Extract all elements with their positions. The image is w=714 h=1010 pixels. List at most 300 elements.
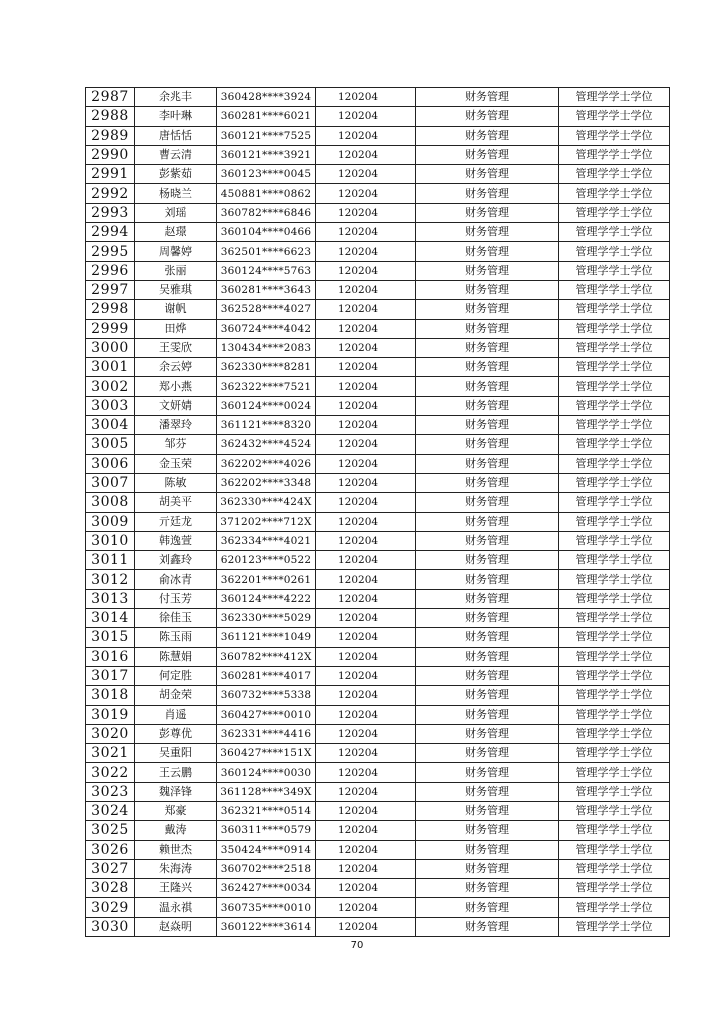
student-name-cell: 余云婷: [135, 358, 217, 377]
id-number-cell: 362331****4416: [217, 724, 316, 743]
major-name-cell: 财务管理: [416, 859, 559, 878]
id-number-cell: 360702****2518: [217, 859, 316, 878]
id-number-cell: 371202****712X: [217, 512, 316, 531]
major-code-cell: 120204: [316, 396, 416, 415]
row-number-cell: 3019: [86, 705, 135, 724]
major-name-cell: 财务管理: [416, 801, 559, 820]
student-name-cell: 金玉荣: [135, 454, 217, 473]
degree-cell: 管理学学士学位: [559, 338, 670, 357]
degree-cell: 管理学学士学位: [559, 184, 670, 203]
id-number-cell: 362334****4021: [217, 531, 316, 550]
row-number-cell: 3013: [86, 589, 135, 608]
degree-cell: 管理学学士学位: [559, 686, 670, 705]
major-name-cell: 财务管理: [416, 551, 559, 570]
table-row: [86, 686, 670, 705]
student-name-cell: 田烨: [135, 319, 217, 338]
id-number-cell: 360427****0010: [217, 705, 316, 724]
student-name-cell: 邹芬: [135, 435, 217, 454]
student-name-cell: 彭紫茹: [135, 165, 217, 184]
student-name-cell: 王隆兴: [135, 879, 217, 898]
table-row: [86, 377, 670, 396]
major-name-cell: 财务管理: [416, 898, 559, 917]
student-name-cell: 吴重阳: [135, 744, 217, 763]
major-name-cell: 财务管理: [416, 396, 559, 415]
major-name-cell: 财务管理: [416, 280, 559, 299]
major-code-cell: 120204: [316, 879, 416, 898]
major-name-cell: 财务管理: [416, 242, 559, 261]
degree-cell: 管理学学士学位: [559, 107, 670, 126]
id-number-cell: 361128****349X: [217, 782, 316, 801]
degree-cell: 管理学学士学位: [559, 145, 670, 164]
id-number-cell: 362330****424X: [217, 493, 316, 512]
major-code-cell: 120204: [316, 473, 416, 492]
degree-cell: 管理学学士学位: [559, 280, 670, 299]
major-code-cell: 120204: [316, 184, 416, 203]
roster-table-body: [86, 88, 670, 937]
table-row: [86, 531, 670, 550]
major-name-cell: 财务管理: [416, 512, 559, 531]
student-name-cell: 陈慧娟: [135, 647, 217, 666]
student-name-cell: 付玉芳: [135, 589, 217, 608]
table-row: [86, 647, 670, 666]
student-name-cell: 彭尊优: [135, 724, 217, 743]
row-number-cell: 3010: [86, 531, 135, 550]
row-number-cell: 3016: [86, 647, 135, 666]
row-number-cell: 3000: [86, 338, 135, 357]
id-number-cell: 361121****8320: [217, 416, 316, 435]
student-name-cell: 王雯欣: [135, 338, 217, 357]
degree-cell: 管理学学士学位: [559, 589, 670, 608]
student-name-cell: 郑小燕: [135, 377, 217, 396]
major-code-cell: 120204: [316, 203, 416, 222]
major-name-cell: 财务管理: [416, 416, 559, 435]
table-row: [86, 917, 670, 936]
degree-cell: 管理学学士学位: [559, 223, 670, 242]
major-code-cell: 120204: [316, 763, 416, 782]
major-name-cell: 财务管理: [416, 358, 559, 377]
major-code-cell: 120204: [316, 261, 416, 280]
table-row: [86, 763, 670, 782]
row-number-cell: 3002: [86, 377, 135, 396]
major-name-cell: 财务管理: [416, 705, 559, 724]
table-row: [86, 184, 670, 203]
major-code-cell: 120204: [316, 666, 416, 685]
row-number-cell: 3022: [86, 763, 135, 782]
major-name-cell: 财务管理: [416, 840, 559, 859]
table-row: [86, 203, 670, 222]
degree-cell: 管理学学士学位: [559, 531, 670, 550]
degree-cell: 管理学学士学位: [559, 512, 670, 531]
row-number-cell: 2989: [86, 126, 135, 145]
row-number-cell: 3024: [86, 801, 135, 820]
major-name-cell: 财务管理: [416, 473, 559, 492]
id-number-cell: 360782****412X: [217, 647, 316, 666]
major-name-cell: 财务管理: [416, 917, 559, 936]
table-row: [86, 473, 670, 492]
table-row: [86, 88, 670, 107]
degree-cell: 管理学学士学位: [559, 859, 670, 878]
row-number-cell: 3017: [86, 666, 135, 685]
major-code-cell: 120204: [316, 551, 416, 570]
major-code-cell: 120204: [316, 821, 416, 840]
row-number-cell: 3014: [86, 609, 135, 628]
degree-cell: 管理学学士学位: [559, 261, 670, 280]
table-row: [86, 242, 670, 261]
major-code-cell: 120204: [316, 531, 416, 550]
id-number-cell: 360123****0045: [217, 165, 316, 184]
major-name-cell: 财务管理: [416, 203, 559, 222]
row-number-cell: 3018: [86, 686, 135, 705]
degree-cell: 管理学学士学位: [559, 570, 670, 589]
degree-cell: 管理学学士学位: [559, 454, 670, 473]
major-name-cell: 财务管理: [416, 126, 559, 145]
id-number-cell: 362202****4026: [217, 454, 316, 473]
id-number-cell: 360124****0030: [217, 763, 316, 782]
student-name-cell: 朱海涛: [135, 859, 217, 878]
row-number-cell: 3008: [86, 493, 135, 512]
id-number-cell: 362322****7521: [217, 377, 316, 396]
major-name-cell: 财务管理: [416, 223, 559, 242]
degree-cell: 管理学学士学位: [559, 242, 670, 261]
degree-cell: 管理学学士学位: [559, 801, 670, 820]
id-number-cell: 360122****3614: [217, 917, 316, 936]
student-name-cell: 文妍婧: [135, 396, 217, 415]
degree-cell: 管理学学士学位: [559, 782, 670, 801]
id-number-cell: 360281****3643: [217, 280, 316, 299]
student-name-cell: 赵焱明: [135, 917, 217, 936]
row-number-cell: 3030: [86, 917, 135, 936]
row-number-cell: 3012: [86, 570, 135, 589]
row-number-cell: 3025: [86, 821, 135, 840]
major-name-cell: 财务管理: [416, 821, 559, 840]
degree-cell: 管理学学士学位: [559, 165, 670, 184]
degree-cell: 管理学学士学位: [559, 879, 670, 898]
major-name-cell: 财务管理: [416, 686, 559, 705]
table-row: [86, 512, 670, 531]
major-name-cell: 财务管理: [416, 88, 559, 107]
major-code-cell: 120204: [316, 589, 416, 608]
degree-cell: 管理学学士学位: [559, 551, 670, 570]
major-code-cell: 120204: [316, 416, 416, 435]
degree-cell: 管理学学士学位: [559, 88, 670, 107]
id-number-cell: 130434****2083: [217, 338, 316, 357]
table-row: [86, 338, 670, 357]
id-number-cell: 362501****6623: [217, 242, 316, 261]
student-name-cell: 唐恬恬: [135, 126, 217, 145]
major-code-cell: 120204: [316, 647, 416, 666]
major-code-cell: 120204: [316, 570, 416, 589]
major-name-cell: 财务管理: [416, 763, 559, 782]
major-code-cell: 120204: [316, 319, 416, 338]
student-name-cell: 刘鑫玲: [135, 551, 217, 570]
degree-roster-table: [85, 87, 670, 937]
major-name-cell: 财务管理: [416, 628, 559, 647]
id-number-cell: 360124****4222: [217, 589, 316, 608]
major-code-cell: 120204: [316, 300, 416, 319]
major-code-cell: 120204: [316, 840, 416, 859]
student-name-cell: 韩逸萱: [135, 531, 217, 550]
major-code-cell: 120204: [316, 107, 416, 126]
row-number-cell: 3007: [86, 473, 135, 492]
table-row: [86, 744, 670, 763]
row-number-cell: 2999: [86, 319, 135, 338]
degree-cell: 管理学学士学位: [559, 628, 670, 647]
student-name-cell: 谢帆: [135, 300, 217, 319]
table-row: [86, 570, 670, 589]
degree-cell: 管理学学士学位: [559, 917, 670, 936]
major-code-cell: 120204: [316, 609, 416, 628]
degree-cell: 管理学学士学位: [559, 666, 670, 685]
row-number-cell: 3027: [86, 859, 135, 878]
id-number-cell: 360428****3924: [217, 88, 316, 107]
major-code-cell: 120204: [316, 724, 416, 743]
student-name-cell: 余兆丰: [135, 88, 217, 107]
degree-cell: 管理学学士学位: [559, 473, 670, 492]
major-code-cell: 120204: [316, 338, 416, 357]
degree-cell: 管理学学士学位: [559, 126, 670, 145]
major-code-cell: 120204: [316, 358, 416, 377]
degree-cell: 管理学学士学位: [559, 898, 670, 917]
table-row: [86, 493, 670, 512]
row-number-cell: 3004: [86, 416, 135, 435]
row-number-cell: 2993: [86, 203, 135, 222]
table-row: [86, 551, 670, 570]
degree-cell: 管理学学士学位: [559, 763, 670, 782]
table-row: [86, 782, 670, 801]
major-name-cell: 财务管理: [416, 165, 559, 184]
degree-cell: 管理学学士学位: [559, 647, 670, 666]
table-row: [86, 280, 670, 299]
student-name-cell: 潘翠玲: [135, 416, 217, 435]
table-row: [86, 821, 670, 840]
student-name-cell: 胡美平: [135, 493, 217, 512]
major-name-cell: 财务管理: [416, 666, 559, 685]
major-code-cell: 120204: [316, 165, 416, 184]
degree-cell: 管理学学士学位: [559, 840, 670, 859]
id-number-cell: 362330****8281: [217, 358, 316, 377]
major-code-cell: 120204: [316, 454, 416, 473]
table-row: [86, 589, 670, 608]
id-number-cell: 360281****6021: [217, 107, 316, 126]
row-number-cell: 2991: [86, 165, 135, 184]
id-number-cell: 360104****0466: [217, 223, 316, 242]
row-number-cell: 2988: [86, 107, 135, 126]
major-name-cell: 财务管理: [416, 724, 559, 743]
table-row: [86, 358, 670, 377]
row-number-cell: 2994: [86, 223, 135, 242]
table-row: [86, 801, 670, 820]
id-number-cell: 361121****1049: [217, 628, 316, 647]
table-row: [86, 396, 670, 415]
major-name-cell: 财务管理: [416, 647, 559, 666]
table-row: [86, 609, 670, 628]
major-name-cell: 财务管理: [416, 435, 559, 454]
major-name-cell: 财务管理: [416, 107, 559, 126]
row-number-cell: 2995: [86, 242, 135, 261]
major-code-cell: 120204: [316, 782, 416, 801]
major-code-cell: 120204: [316, 145, 416, 164]
major-code-cell: 120204: [316, 705, 416, 724]
student-name-cell: 徐佳玉: [135, 609, 217, 628]
major-code-cell: 120204: [316, 242, 416, 261]
id-number-cell: 362321****0514: [217, 801, 316, 820]
id-number-cell: 362330****5029: [217, 609, 316, 628]
major-code-cell: 120204: [316, 898, 416, 917]
row-number-cell: 3003: [86, 396, 135, 415]
table-row: [86, 628, 670, 647]
major-name-cell: 财务管理: [416, 782, 559, 801]
table-row: [86, 416, 670, 435]
student-name-cell: 杨晓兰: [135, 184, 217, 203]
row-number-cell: 3005: [86, 435, 135, 454]
id-number-cell: 450881****0862: [217, 184, 316, 203]
row-number-cell: 3020: [86, 724, 135, 743]
student-name-cell: 赵璟: [135, 223, 217, 242]
degree-cell: 管理学学士学位: [559, 319, 670, 338]
major-name-cell: 财务管理: [416, 261, 559, 280]
row-number-cell: 2987: [86, 88, 135, 107]
table-row: [86, 261, 670, 280]
student-name-cell: 亓廷龙: [135, 512, 217, 531]
student-name-cell: 陈敏: [135, 473, 217, 492]
id-number-cell: 362201****0261: [217, 570, 316, 589]
major-name-cell: 财务管理: [416, 570, 559, 589]
id-number-cell: 360735****0010: [217, 898, 316, 917]
row-number-cell: 3015: [86, 628, 135, 647]
table-row: [86, 145, 670, 164]
major-code-cell: 120204: [316, 493, 416, 512]
major-code-cell: 120204: [316, 917, 416, 936]
major-name-cell: 财务管理: [416, 879, 559, 898]
row-number-cell: 3028: [86, 879, 135, 898]
major-code-cell: 120204: [316, 512, 416, 531]
student-name-cell: 曹云清: [135, 145, 217, 164]
id-number-cell: 360427****151X: [217, 744, 316, 763]
degree-cell: 管理学学士学位: [559, 724, 670, 743]
id-number-cell: 360121****7525: [217, 126, 316, 145]
row-number-cell: 3006: [86, 454, 135, 473]
table-row: [86, 705, 670, 724]
id-number-cell: 360732****5338: [217, 686, 316, 705]
table-row: [86, 879, 670, 898]
table-row: [86, 165, 670, 184]
major-name-cell: 财务管理: [416, 377, 559, 396]
major-name-cell: 财务管理: [416, 184, 559, 203]
row-number-cell: 3026: [86, 840, 135, 859]
major-name-cell: 财务管理: [416, 145, 559, 164]
major-code-cell: 120204: [316, 801, 416, 820]
row-number-cell: 3023: [86, 782, 135, 801]
student-name-cell: 王云鹏: [135, 763, 217, 782]
id-number-cell: 360124****0024: [217, 396, 316, 415]
student-name-cell: 肖遥: [135, 705, 217, 724]
degree-cell: 管理学学士学位: [559, 609, 670, 628]
id-number-cell: 362202****3348: [217, 473, 316, 492]
id-number-cell: 350424****0914: [217, 840, 316, 859]
row-number-cell: 3009: [86, 512, 135, 531]
major-code-cell: 120204: [316, 126, 416, 145]
degree-cell: 管理学学士学位: [559, 705, 670, 724]
degree-cell: 管理学学士学位: [559, 203, 670, 222]
degree-cell: 管理学学士学位: [559, 744, 670, 763]
major-name-cell: 财务管理: [416, 609, 559, 628]
table-row: [86, 724, 670, 743]
table-row: [86, 300, 670, 319]
row-number-cell: 2992: [86, 184, 135, 203]
student-name-cell: 俞冰青: [135, 570, 217, 589]
major-code-cell: 120204: [316, 859, 416, 878]
row-number-cell: 2996: [86, 261, 135, 280]
table-row: [86, 454, 670, 473]
row-number-cell: 3021: [86, 744, 135, 763]
row-number-cell: 2998: [86, 300, 135, 319]
id-number-cell: 360281****4017: [217, 666, 316, 685]
major-name-cell: 财务管理: [416, 493, 559, 512]
major-name-cell: 财务管理: [416, 300, 559, 319]
major-name-cell: 财务管理: [416, 338, 559, 357]
table-row: [86, 898, 670, 917]
id-number-cell: 360782****6846: [217, 203, 316, 222]
degree-cell: 管理学学士学位: [559, 377, 670, 396]
id-number-cell: 362432****4524: [217, 435, 316, 454]
major-name-cell: 财务管理: [416, 589, 559, 608]
table-row: [86, 435, 670, 454]
student-name-cell: 何定胜: [135, 666, 217, 685]
table-row: [86, 859, 670, 878]
table-row: [86, 126, 670, 145]
id-number-cell: 360121****3921: [217, 145, 316, 164]
major-code-cell: 120204: [316, 377, 416, 396]
major-code-cell: 120204: [316, 435, 416, 454]
major-name-cell: 财务管理: [416, 319, 559, 338]
student-name-cell: 陈玉雨: [135, 628, 217, 647]
table-row: [86, 840, 670, 859]
degree-cell: 管理学学士学位: [559, 416, 670, 435]
degree-cell: 管理学学士学位: [559, 435, 670, 454]
major-code-cell: 120204: [316, 744, 416, 763]
major-code-cell: 120204: [316, 280, 416, 299]
id-number-cell: 360311****0579: [217, 821, 316, 840]
table-row: [86, 223, 670, 242]
major-code-cell: 120204: [316, 628, 416, 647]
page-number: 70: [350, 940, 364, 951]
student-name-cell: 张丽: [135, 261, 217, 280]
degree-cell: 管理学学士学位: [559, 358, 670, 377]
row-number-cell: 2997: [86, 280, 135, 299]
id-number-cell: 620123****0522: [217, 551, 316, 570]
major-code-cell: 120204: [316, 223, 416, 242]
major-name-cell: 财务管理: [416, 531, 559, 550]
id-number-cell: 362528****4027: [217, 300, 316, 319]
degree-cell: 管理学学士学位: [559, 396, 670, 415]
major-code-cell: 120204: [316, 88, 416, 107]
major-name-cell: 财务管理: [416, 454, 559, 473]
row-number-cell: 3029: [86, 898, 135, 917]
student-name-cell: 刘瑶: [135, 203, 217, 222]
student-name-cell: 郑豪: [135, 801, 217, 820]
major-name-cell: 财务管理: [416, 744, 559, 763]
table-row: [86, 107, 670, 126]
student-name-cell: 魏泽锋: [135, 782, 217, 801]
student-name-cell: 李叶琳: [135, 107, 217, 126]
id-number-cell: 360124****5763: [217, 261, 316, 280]
row-number-cell: 3001: [86, 358, 135, 377]
table-row: [86, 319, 670, 338]
degree-cell: 管理学学士学位: [559, 493, 670, 512]
student-name-cell: 胡金荣: [135, 686, 217, 705]
student-name-cell: 吴雅琪: [135, 280, 217, 299]
row-number-cell: 2990: [86, 145, 135, 164]
